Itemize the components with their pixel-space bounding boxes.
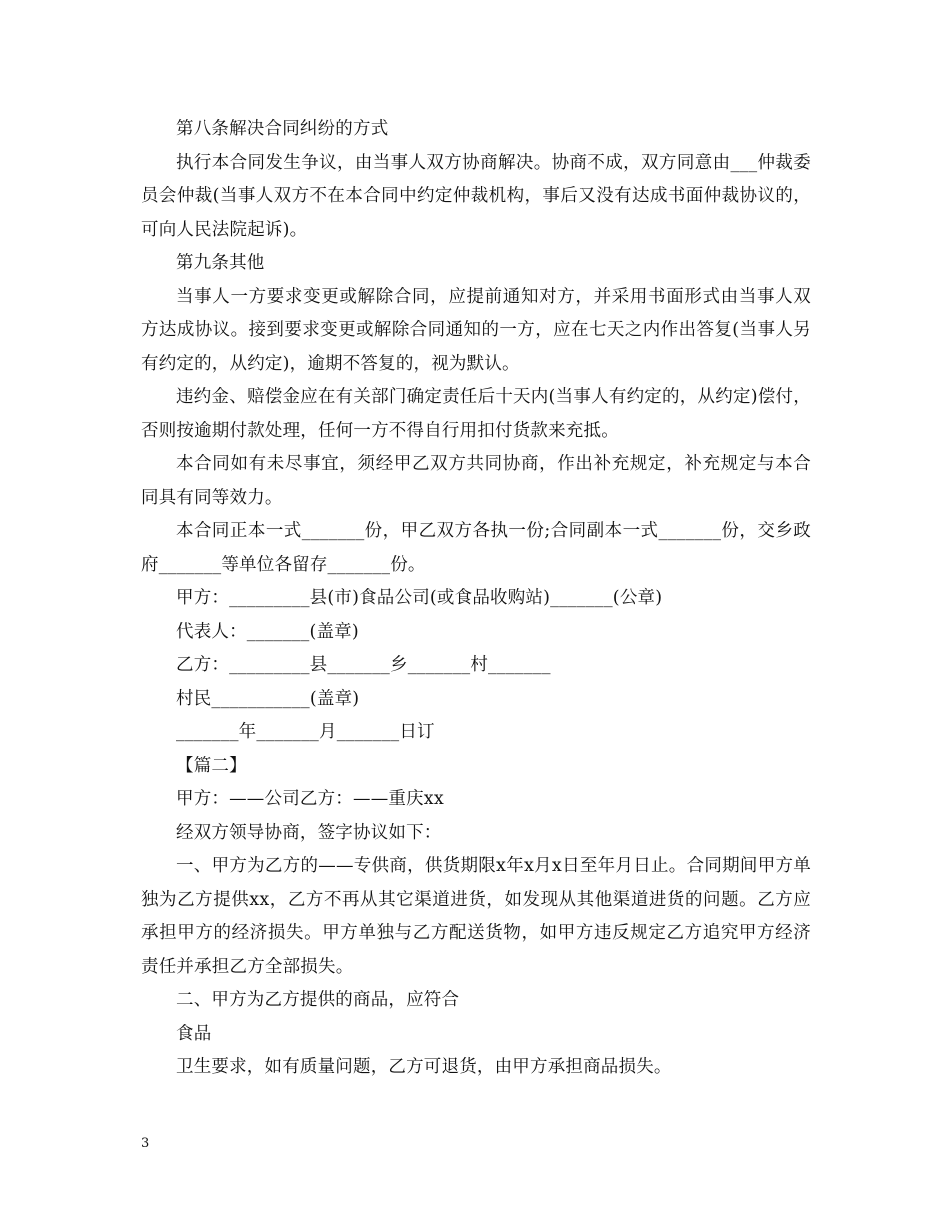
document-body	[141, 113, 811, 1085]
section-two-heading: 【篇二】	[176, 755, 247, 776]
penalty-paragraph: 违约金、赔偿金应在有关部门确定责任后十天内(当事人有约定的，从约定)偿付，否则按逾期付款处理，任何一方不得自行用扣付货款来充抵。	[141, 387, 811, 441]
supplement-paragraph: 本合同如有未尽事宜，须经甲乙双方共同协商，作出补充规定，补充规定与本合同具有同等效力。	[141, 454, 811, 508]
dispute-resolution-paragraph: 执行本合同发生争议，由当事人双方协商解决。协商不成，双方同意由___仲裁委员会仲裁(当事人双方不在本合同中约定仲裁机构，事后又没有达成书面仲裁协议的，可向人民法院起诉)。	[141, 152, 811, 240]
food-line: 食品	[176, 1023, 212, 1044]
agreement-intro-line: 经双方领导协商，签字协议如下：	[176, 822, 442, 843]
contract-change-paragraph: 当事人一方要求变更或解除合同，应提前通知对方，并采用书面形式由当事人双方达成协议。接到要求变更或解除合同通知的一方，应在七天之内作出答复(当事人另有约定的，从约定)，逾期不答复的，视为默认。	[141, 286, 811, 374]
party-b-line: 乙方：_________县_______乡_______村_______	[176, 655, 551, 675]
clause-two-paragraph: 二、甲方为乙方提供的商品，应符合	[176, 990, 460, 1010]
date-line: _______年_______月_______日订	[176, 722, 435, 742]
article-8-heading: 第八条解决合同纠纷的方式	[176, 119, 389, 139]
hygiene-paragraph: 卫生要求，如有质量问题，乙方可退货，由甲方承担商品损失。	[176, 1057, 672, 1077]
clause-one-paragraph: 一、甲方为乙方的——专供商，供货期限x年x月x日至年月日止。合同期间甲方单独为乙方提供xx，乙方不再从其它渠道进货，如发现从其他渠道进货的问题。乙方应承担甲方的经济损失。甲方单独与乙方配送货物，如甲方违反规定乙方追究甲方经济责任并承担乙方全部损失。	[141, 856, 811, 977]
representative-line: 代表人：_______(盖章)	[176, 621, 359, 642]
villager-line: 村民___________(盖章)	[176, 688, 360, 709]
copies-paragraph: 本合同正本一式_______份，甲乙双方各执一份;合同副本一式_______份，交乡政府_______等单位各留存_______份。	[141, 521, 811, 575]
party-a-line: 甲方：_________县(市)食品公司(或食品收购站)_______(公章)	[176, 588, 663, 608]
page-number: 3	[141, 1136, 150, 1151]
article-9-heading: 第九条其他	[176, 253, 265, 273]
parties-line: 甲方：——公司乙方：——重庆xx	[176, 789, 444, 809]
